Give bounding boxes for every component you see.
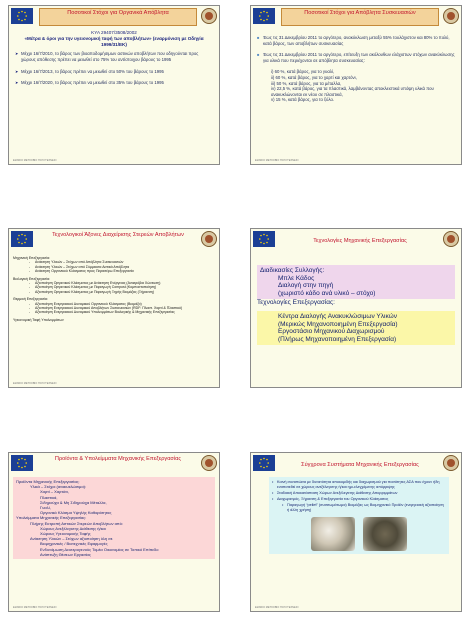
sub-item: i) 60 %, κατά βάρος, για το γυαλί, [271, 69, 335, 75]
technologies-box [257, 311, 455, 345]
group-item: - Αξιοποίηση Οργανικού Κλάσματος με Παραγωγή Compost (Κομποστοποίηση) [13, 285, 215, 289]
slide-footer: ΕΘΝΙΚΟ ΜΕΤΣΟΒΙΟ ΠΟΛΥΤΕΧΝΕΙΟ [255, 159, 299, 162]
eu-flag-icon [11, 8, 33, 24]
box-line: Μπλε Κάδος [278, 274, 315, 282]
line-3: Ενδυνάμωση Δευτερογενούς Τομέα Οικονομίας σε Τοπικό Επίπεδο [40, 546, 159, 552]
slide-6[interactable] [250, 452, 462, 612]
box-line: Διαλογή στην πηγή [278, 282, 334, 290]
group-item: - Αξιοποίηση Ενεργειακού Δυναμικού Αποβλήτων Συσκευασιών (RDF: Πλαστ. Χαρτί & Πλαστικό) [13, 306, 215, 310]
heading-line: ΚΥΑ 29407/3508/2002 [91, 30, 137, 35]
slide-content [15, 30, 213, 92]
slide-footer: ΕΘΝΙΚΟ ΜΕΤΣΟΒΙΟ ΠΟΛΥΤΕΧΝΕΙΟ [13, 159, 57, 162]
line-3: Οργανικό Κλάσμα Υψηλής Καθαρότητας [40, 510, 112, 516]
group-item: - Αξιοποίηση Οργανικού Κλάσματος με Ανάκτηση Ενέργειας (Αναερόβια Χώνευση) [13, 281, 215, 285]
slide-content [257, 265, 455, 345]
bullet-item: • Διαχωρισμός, Ξήρανση & Επεξεργασία του Οργανικού Κλάσματος [272, 497, 446, 502]
box-heading: Διαδικασίες Συλλογής: [260, 267, 325, 274]
raw-organic-material-photo [311, 517, 355, 551]
line-2: Πλήρης Εκτροπή Αστικών Στερεών Αποβλήτων από: [30, 520, 124, 526]
sub-item: v) 15 %, κατά βάρος, για το ξύλο. [271, 97, 335, 103]
box-line: (χωριστό κάδο ανά υλικό – στόχο) [278, 289, 376, 297]
group-item: - Αξιοποίηση Ενεργειακού Δυναμικού Υπολειμμάτων Βιολογικής & Μηχανικής Επεξεργασίας [13, 310, 215, 314]
university-logo-icon [201, 231, 217, 247]
slide-content [257, 32, 455, 103]
slide-3[interactable] [8, 228, 220, 388]
slide-title: Προϊόντα & Υπολείμματα Μηχανικής Επεξεργασίας [54, 456, 182, 462]
line-3: Πλαστικά, [40, 494, 58, 500]
university-logo-icon [443, 8, 459, 24]
slide-title: Τεχνολογίες Μηχανικής Επεξεργασίας [313, 238, 407, 244]
university-logo-icon [201, 455, 217, 471]
line-3: Χαρτί – Χαρτόνι, [40, 489, 70, 495]
university-logo-icon [443, 455, 459, 471]
heading-line: «Μέτρα & όροι για την υγειονομική ταφή των αποβλήτων» (εναρμόνιση με Οδηγία 1999/31/ΕΚ) [24, 35, 204, 47]
box-line: Κέντρα Διαλογής Ανακυκλώσιμων Υλικών [278, 312, 397, 320]
bullet-item: • Κοινή συνιστώσα με δυνατότητα αποκομιδής και διαχωρισμού για ποσότητες ΑΣΑ που έχουν ήδη εναποτεθεί σε χώρους ανεξέλεγκτης ή/και ημι-ελεγχόμενης απόρριψης [272, 480, 446, 490]
slide-footer: ΕΘΝΙΚΟ ΜΕΤΣΟΒΙΟ ΠΟΛΥΤΕΧΝΕΙΟ [255, 606, 299, 609]
group-heading: Βιολογική Επεξεργασία: [13, 276, 50, 281]
slide-title: Τεχνολογικοί Άξονες Διαχείρισης Στερεών Αποβλήτων [52, 232, 184, 238]
line-3: Γυαλί, [40, 505, 51, 511]
sub-bullet-item: • Παραγωγή “pellet” (συσσωμάτωμα) Βιομάζας ως Βιομηχανικό Προϊόν (ενεργειακή αξιοποίηση ή άλλη χρήση) [282, 503, 446, 513]
list-item: ■ Έως τις 31 Δεκεμβρίου 2011 το αργότερο, ανακύκλωση μεταξύ 55% τουλάχιστον και 80% το πολύ, κατά βάρος, των αποβλήτων συσκευασίας [257, 35, 455, 46]
group-heading: Υγειονομική Ταφή Υπολειμμάτων [13, 317, 64, 322]
line-3: Χώρους Ανεξέλεγκτης Διάθεσης ή/και [40, 525, 106, 531]
eu-flag-icon [11, 231, 33, 247]
slide-1[interactable] [8, 5, 220, 165]
university-logo-icon [443, 231, 459, 247]
line-1: Προϊόντα Μηχανικής Επεξεργασίας: [16, 479, 80, 484]
slide-title: Ποσοτικοί Στόχοι για Απόβλητα Συσκευασιών [281, 8, 439, 26]
slide-title: Ποσοτικοί Στόχοι για Οργανικά Απόβλητα [39, 8, 197, 26]
list-item: ➤ Μέχρι 16/7/2010, το βάρος των βιοαποδομήσιμων αστικών αποβλήτων που οδηγούνται προς χώρους απόθεσης πρέπει να μειωθεί στο 75% του αντίστοιχου βάρους το 1995 [15, 51, 213, 62]
box-line: (Μερικώς Μηχανοποιημένη Επεξεργασία) [278, 320, 398, 328]
list-item: ➤ Μέχρι 16/7/2020, το βάρος πρέπει να μειωθεί στο 35% του βάρους το 1995 [15, 80, 213, 86]
group-item: - Ανάκτηση Οργανικού Κλάσματος προς Περαιτέρω Επεξεργασία [13, 269, 215, 273]
line-3: Ανάπτυξη Θέσεων Εργασίας [40, 551, 91, 557]
slide-content [13, 477, 215, 559]
eu-flag-icon [253, 8, 275, 24]
bullet-item: • Σταδιακή Αποκατάσταση Χώρων Ανεξέλεγκτης Διάθεσης Απορριμμάτων [272, 491, 446, 496]
eu-flag-icon [11, 455, 33, 471]
line-2: Ανάκτηση Υλικών – Στόχων αξιοποίηση ύλη σε [30, 536, 113, 542]
slide-footer: ΕΘΝΙΚΟ ΜΕΤΣΟΒΙΟ ΠΟΛΥΤΕΧΝΕΙΟ [13, 606, 57, 609]
sub-list [257, 69, 455, 103]
photo-row [272, 517, 446, 551]
slide-content [269, 477, 449, 554]
biomass-pellet-photo [363, 517, 407, 551]
list-item: ■ Έως τις 31 Δεκεμβρίου 2011 το αργότερο, επίτευξη των ακόλουθων ελάχιστων στόχων ανακύκλωσης για υλικά που περιέχονται σε απόβλητα συσκευασίας: [257, 52, 455, 63]
group-item: - Ανάκτηση Υλικών – Στόχων από Σύμμεικτα Αστικά Απόβλητα [13, 265, 215, 269]
slide-title: Σύγχρονα Συστήματα Μηχανικής Επεξεργασίας [301, 462, 419, 468]
slide-heading [15, 30, 213, 47]
line-3: Σιδηρούχα & Μη Σιδηρούχα Μέταλλα, [40, 499, 107, 505]
collection-box [257, 265, 455, 299]
university-logo-icon [201, 8, 217, 24]
sub-item: ii) 60 %, κατά βάρος, για το χαρτί και χαρτόνι, [271, 74, 357, 80]
slide-content [13, 253, 215, 322]
group-heading: Μηχανική Επεξεργασία: [13, 256, 50, 260]
list-item: ➤ Μέχρι 16/7/2013, το βάρος πρέπει να μειωθεί στο 50% του βάρους το 1995 [15, 69, 213, 75]
line-1: Υπολείμματα Μηχανικής Επεξεργασίας: [16, 515, 87, 521]
eu-flag-icon [253, 231, 275, 247]
slide-2[interactable] [250, 5, 462, 165]
line-3: Χώρους Υγειονομικής Ταφής [40, 531, 91, 537]
line-2: Υλικά – Στόχοι (ανακυκλώσιμα): [30, 484, 87, 490]
box-line: Εργοστάσιο Μηχανικού Διαχωρισμού [278, 328, 385, 336]
technologies-heading: Τεχνολογίες Επεξεργασίας: [257, 299, 335, 307]
slide-footer: ΕΘΝΙΚΟ ΜΕΤΣΟΒΙΟ ΠΟΛΥΤΕΧΝΕΙΟ [13, 382, 57, 385]
line-3: Βιομηχανικές / Βιοτεχνικές Εφαρμογές [40, 541, 108, 547]
group-item: - Αξιοποίηση Ενεργειακού Δυναμικού Οργανικού Κλάσματος (Βιομάζα) [13, 302, 215, 306]
group-item: - Αξιοποίηση Οργανικού Κλάσματος με Παραγωγή Ξηρής Βιομάζας (Ξήρανση) [13, 290, 215, 294]
group-heading: Θερμική Επεξεργασία: [13, 297, 48, 302]
sub-item: iv) 22,5 %, κατά βάρος, για τα πλαστικά, λαμβάνοντας αποκλειστικά υπόψη υλικά που ανακυκλώνονται εκ νέου σε πλαστικά, [271, 86, 434, 97]
group-item: - Ανάκτηση Υλικών – Στόχων από Απόβλητα Συσκευασιών [13, 260, 215, 264]
eu-flag-icon [253, 455, 275, 471]
sub-item: iii) 50 %, κατά βάρος, για τα μέταλλα, [271, 80, 342, 86]
box-line: (Πλήρως Μηχανοποιημένη Επεξεργασία) [278, 335, 397, 343]
slide-4[interactable] [250, 228, 462, 388]
slide-5[interactable] [8, 452, 220, 612]
